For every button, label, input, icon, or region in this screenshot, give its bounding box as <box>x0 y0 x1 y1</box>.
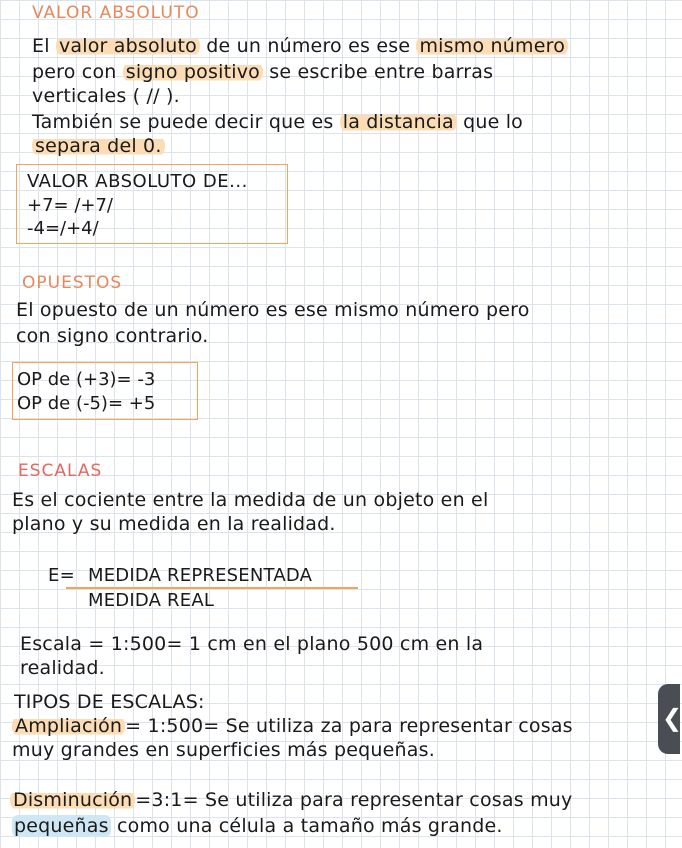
chevron-left-icon: ❮ <box>662 704 682 732</box>
disminucion-line-2: pequeñas como una célula a tamaño más grande. <box>14 815 503 837</box>
valor-absoluto-heading: VALOR ABSOLUTO <box>32 3 200 23</box>
opuestos-example-box <box>12 362 198 420</box>
opuestos-line-2: con signo contrario. <box>16 325 209 347</box>
tipos-escalas-heading: TIPOS DE ESCALAS: <box>14 691 205 713</box>
valor-absoluto-line-4: También se puede decir que es la distancia que lo <box>32 111 524 133</box>
escalas-heading: ESCALAS <box>18 461 103 481</box>
escala-example-line-1: Escala = 1:500= 1 cm en el plano 500 cm en la <box>20 633 484 655</box>
valor-absoluto-example-2: -4=/+4/ <box>27 218 99 239</box>
opuestos-example-2: OP de (-5)= +5 <box>17 393 156 414</box>
valor-absoluto-box-title: VALOR ABSOLUTO DE... <box>27 171 248 192</box>
valor-absoluto-line-1: El valor absoluto de un número es ese mismo número <box>32 34 568 58</box>
valor-absoluto-example-box <box>16 164 288 244</box>
side-panel-toggle[interactable] <box>658 684 680 754</box>
escalas-line-2: plano y su medida en la realidad. <box>12 513 336 535</box>
opuestos-heading: OPUESTOS <box>22 273 123 293</box>
valor-absoluto-line-2: pero con signo positivo se escribe entre barras <box>32 61 494 83</box>
formula-numerator: MEDIDA REPRESENTADA <box>88 565 313 586</box>
escala-example-line-2: realidad. <box>20 657 105 679</box>
ampliacion-line-2: muy grandes en superficies más pequeñas. <box>12 739 435 761</box>
valor-absoluto-line-5: separa del 0. <box>32 134 165 158</box>
valor-absoluto-line-3: verticales ( // ). <box>32 85 180 107</box>
formula-denominator: MEDIDA REAL <box>88 590 215 611</box>
escalas-line-1: Es el cociente entre la medida de un objeto en el <box>12 489 489 511</box>
valor-absoluto-example-1: +7= /+7/ <box>27 195 114 216</box>
formula-lhs: E= <box>48 565 75 586</box>
opuestos-line-1: El opuesto de un número es ese mismo número pero <box>16 299 530 321</box>
opuestos-example-1: OP de (+3)= -3 <box>17 369 156 390</box>
ampliacion-line-1: Ampliación = 1:500= Se utiliza za para representar cosas <box>12 714 573 738</box>
disminucion-line-1: Disminución =3:1= Se utiliza para representar cosas muy <box>10 788 572 812</box>
